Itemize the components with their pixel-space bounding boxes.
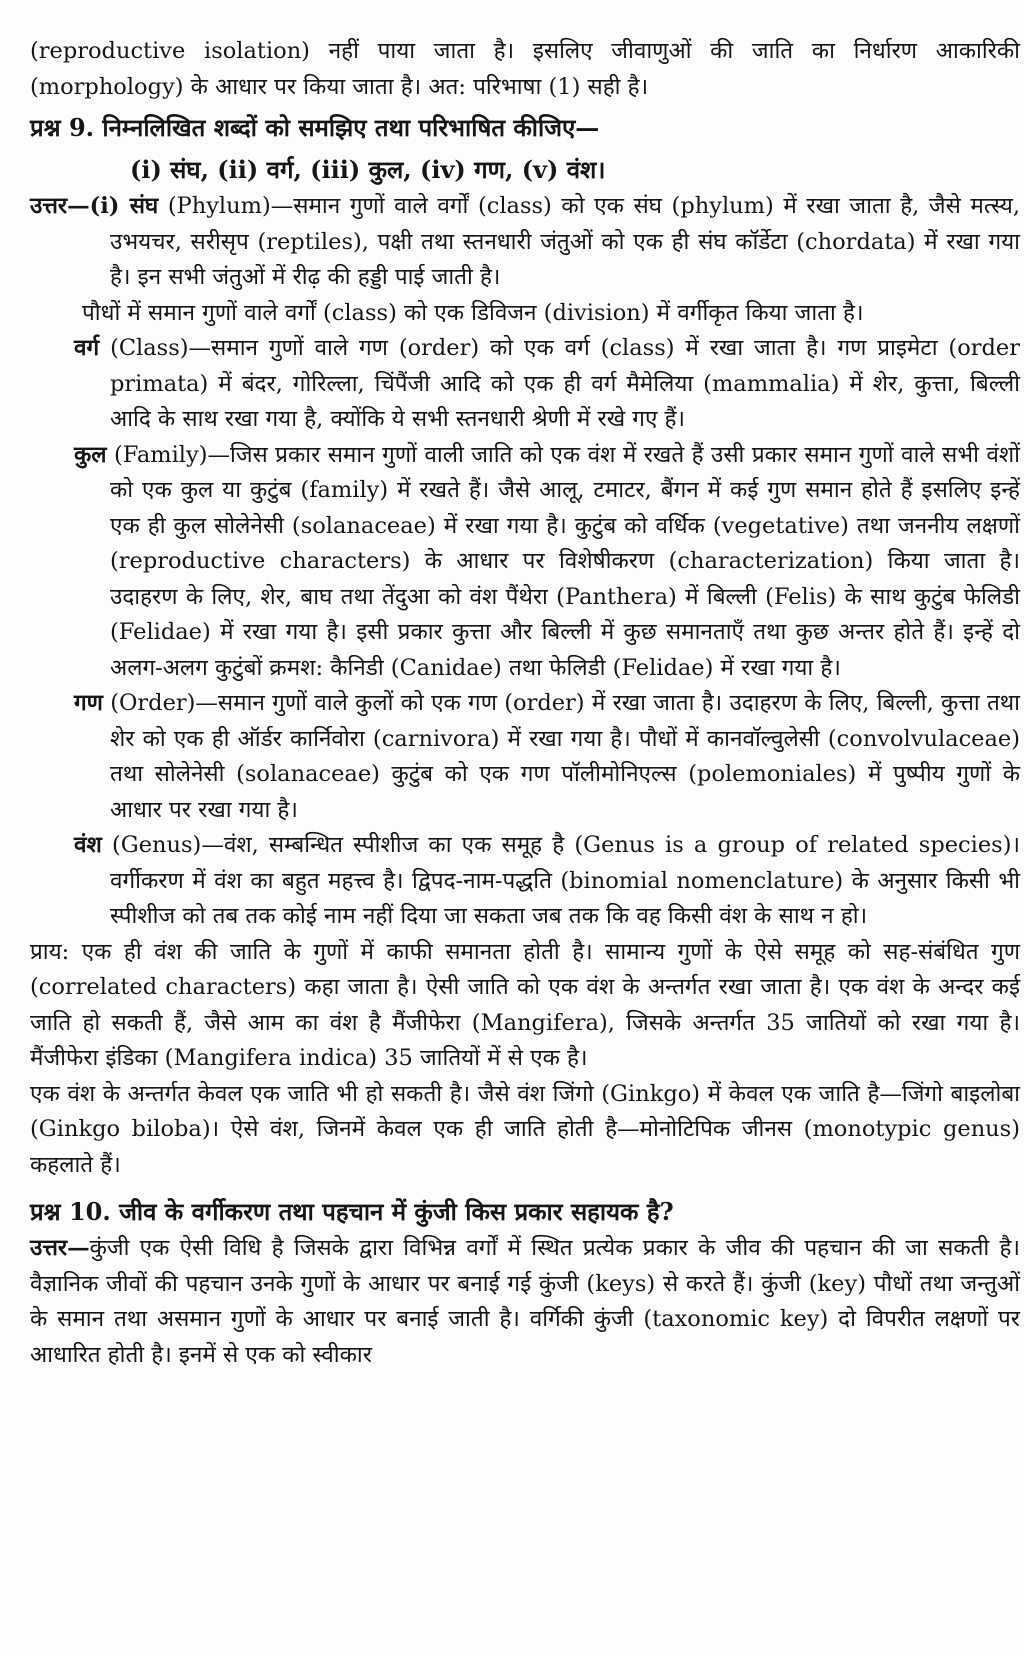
answer-family-number — [30, 438, 74, 474]
question-9-terms: (i) संघ, (ii) वर्ग, (iii) कुल, (iv) गण, (v) वंश। — [130, 155, 606, 184]
answer-class-number — [30, 331, 74, 367]
answer-family-label: कुल — [74, 441, 107, 468]
answer-phylum-plants: पौधों में समान गुणों वाले वर्गों (class) को एक डिविजन (division) में वर्गीकृत किया जाता है। — [82, 299, 864, 326]
answer-family-text: (Family)—जिस प्रकार समान गुणों वाली जाति को एक वंश में रखते हैं उसी प्रकार समान गुणों वाले सभी वंशों को एक कुल या कुटुंब (family) में रखते हैं। जैसे आलू, टमाटर, बैंगन में कई गुण समान होते हैं इसलिए इन्हें एक ही कुल सोलेनेसी (solanaceae) में रखा गया है। कुटुंब को वर्धिक (vegetative) तथा जननीय लक्षणों (reproductive characters) के आधार पर विशेषीकरण (characterization) किया जाता है। उदाहरण के लिए, शेर, बाघ तथा तेंदुआ को वंश पैंथेरा (Panthera) में बिल्ली (Felis) के साथ कुटुंब फेलिडी (Felidae) में रखा गया है। इसी प्रकार कुत्ता और बिल्ली में कुछ समानताएँ तथा कुछ अन्तर होते हैं। इन्हें दो अलग-अलग कुटुंबों क्रमश: कैनिडी (Canidae) तथा फेलिडी (Felidae) में रखा गया है। — [106, 441, 1020, 681]
answer-phylum — [30, 189, 1020, 296]
paragraph-monotypic-genus: एक वंश के अन्तर्गत केवल एक जाति भी हो सकती है। जैसे वंश जिंगो (Ginkgo) में केवल एक जाति है—जिंगो बाइलोबा (Ginkgo biloba)। ऐसे वंश, जिनमें केवल एक ही जाति होती है—मोनोटिपिक जीनस (monotypic genus) कहलाते हैं। — [30, 1080, 1020, 1178]
document-page — [30, 34, 1020, 1373]
answer-phylum-label: उत्तर—(i) संघ — [30, 193, 159, 219]
answer-class — [30, 331, 1020, 438]
answer-order-number — [30, 686, 74, 722]
answer-family — [30, 438, 1020, 687]
answer-genus — [30, 828, 1020, 935]
answer-phylum-text: (Phylum)—समान गुणों वाले वर्गों (class) को एक संघ (phylum) में रखा जाता है, जैसे मत्स्य, उभयचर, सरीसृप (reptiles), पक्षी तथा स्तनधारी जंतुओं को एक ही संघ कॉर्डेटा (chordata) में रखा गया है। इन सभी जंतुओं में रीढ़ की हड्डी पाई जाती है। — [110, 193, 1021, 290]
answer-key-label: उत्तर— — [30, 1235, 90, 1261]
paragraph-correlated-characters: प्राय: एक ही वंश की जाति के गुणों में काफी समानता होती है। सामान्य गुणों के ऐसे समूह को सह-संबंधित गुण (correlated characters) कहा जाता है। ऐसी जाति को एक वंश के अन्तर्गत रखा जाता है। एक वंश के अन्दर कई जाति हो सकती हैं, जैसे आम का वंश है मैंजीफेरा (Mangifera), जिसके अन्तर्गत 35 जातियों को रखा गया है। मैंजीफेरा इंडिका (Mangifera indica) 35 जातियों में से एक है। — [30, 938, 1020, 1071]
answer-genus-label: वंश — [74, 832, 102, 858]
answer-class-label: वर्ग — [74, 335, 100, 361]
answer-genus-number — [30, 828, 74, 864]
answer-order-text: (Order)—समान गुणों वाले कुलों को एक गण (order) में रखा जाता है। उदाहरण के लिए, बिल्ली, कुत्ता तथा शेर को एक ही ऑर्डर कार्निवोरा (carnivora) में रखा गया है। पौधों में कानवॉल्वुलेसी (convolvulaceae) तथा सोलेनेसी (solanaceae) कुटुंब को एक गण पॉलीमोनिएल्स (polemoniales) में पुष्पीय गुणों के आधार पर रखा गया है। — [102, 690, 1020, 823]
answer-key — [30, 1231, 1020, 1373]
answer-class-text: (Class)—समान गुणों वाले गण (order) को एक वर्ग (class) में रखा जाता है। गण प्राइमेटा (order primata) में बंदर, गोरिल्ला, चिंपैंजी आदि को एक ही वर्ग मैमेलिया (mammalia) में शेर, कुत्ता, बिल्ली आदि के साथ रखा गया है, क्योंकि ये सभी स्तनधारी श्रेणी में रखे गए हैं। — [99, 335, 1020, 432]
answer-genus-text: (Genus)—वंश, सम्बन्धित स्पीशीज का एक समूह है (Genus is a group of related species)। वर्गीकरण में वंश का बहुत महत्त्व है। द्विपद-नाम-पद्धति (binomial nomenclature) के अनुसार किसी भी स्पीशीज को तब तक कोई नाम नहीं दिया जा सकता जब तक कि वह किसी वंश के साथ न हो। — [101, 832, 1020, 929]
question-9-heading: प्रश्न 9. निम्नलिखित शब्दों को समझिए तथा परिभाषित कीजिए— — [30, 113, 600, 142]
paragraph-intro: (reproductive isolation) नहीं पाया जाता है। इसलिए जीवाणुओं की जाति का निर्धारण आकारिकी (morphology) के आधार पर किया जाता है। अत: परिभाषा (1) सही है। — [30, 38, 1020, 100]
answer-order — [30, 686, 1020, 828]
answer-key-text: कुंजी एक ऐसी विधि है जिसके द्वारा विभिन्न वर्गों में स्थित प्रत्येक प्रकार के जीव की पहचान की जा सकती है। वैज्ञानिक जीवों की पहचान उनके गुणों के आधार पर बनाई गई कुंजी (keys) से करते हैं। कुंजी (key) पौधों तथा जन्तुओं के समान तथा असमान गुणों के आधार पर बनाई जाती है। वर्गिकी कुंजी (taxonomic key) दो विपरीत लक्षणों पर आधारित होती है। इनमें से एक को स्वीकार — [30, 1235, 1020, 1368]
question-10-heading: प्रश्न 10. जीव के वर्गीकरण तथा पहचान में कुंजी किस प्रकार सहायक है? — [30, 1197, 674, 1226]
answer-order-label: गण — [74, 690, 103, 716]
